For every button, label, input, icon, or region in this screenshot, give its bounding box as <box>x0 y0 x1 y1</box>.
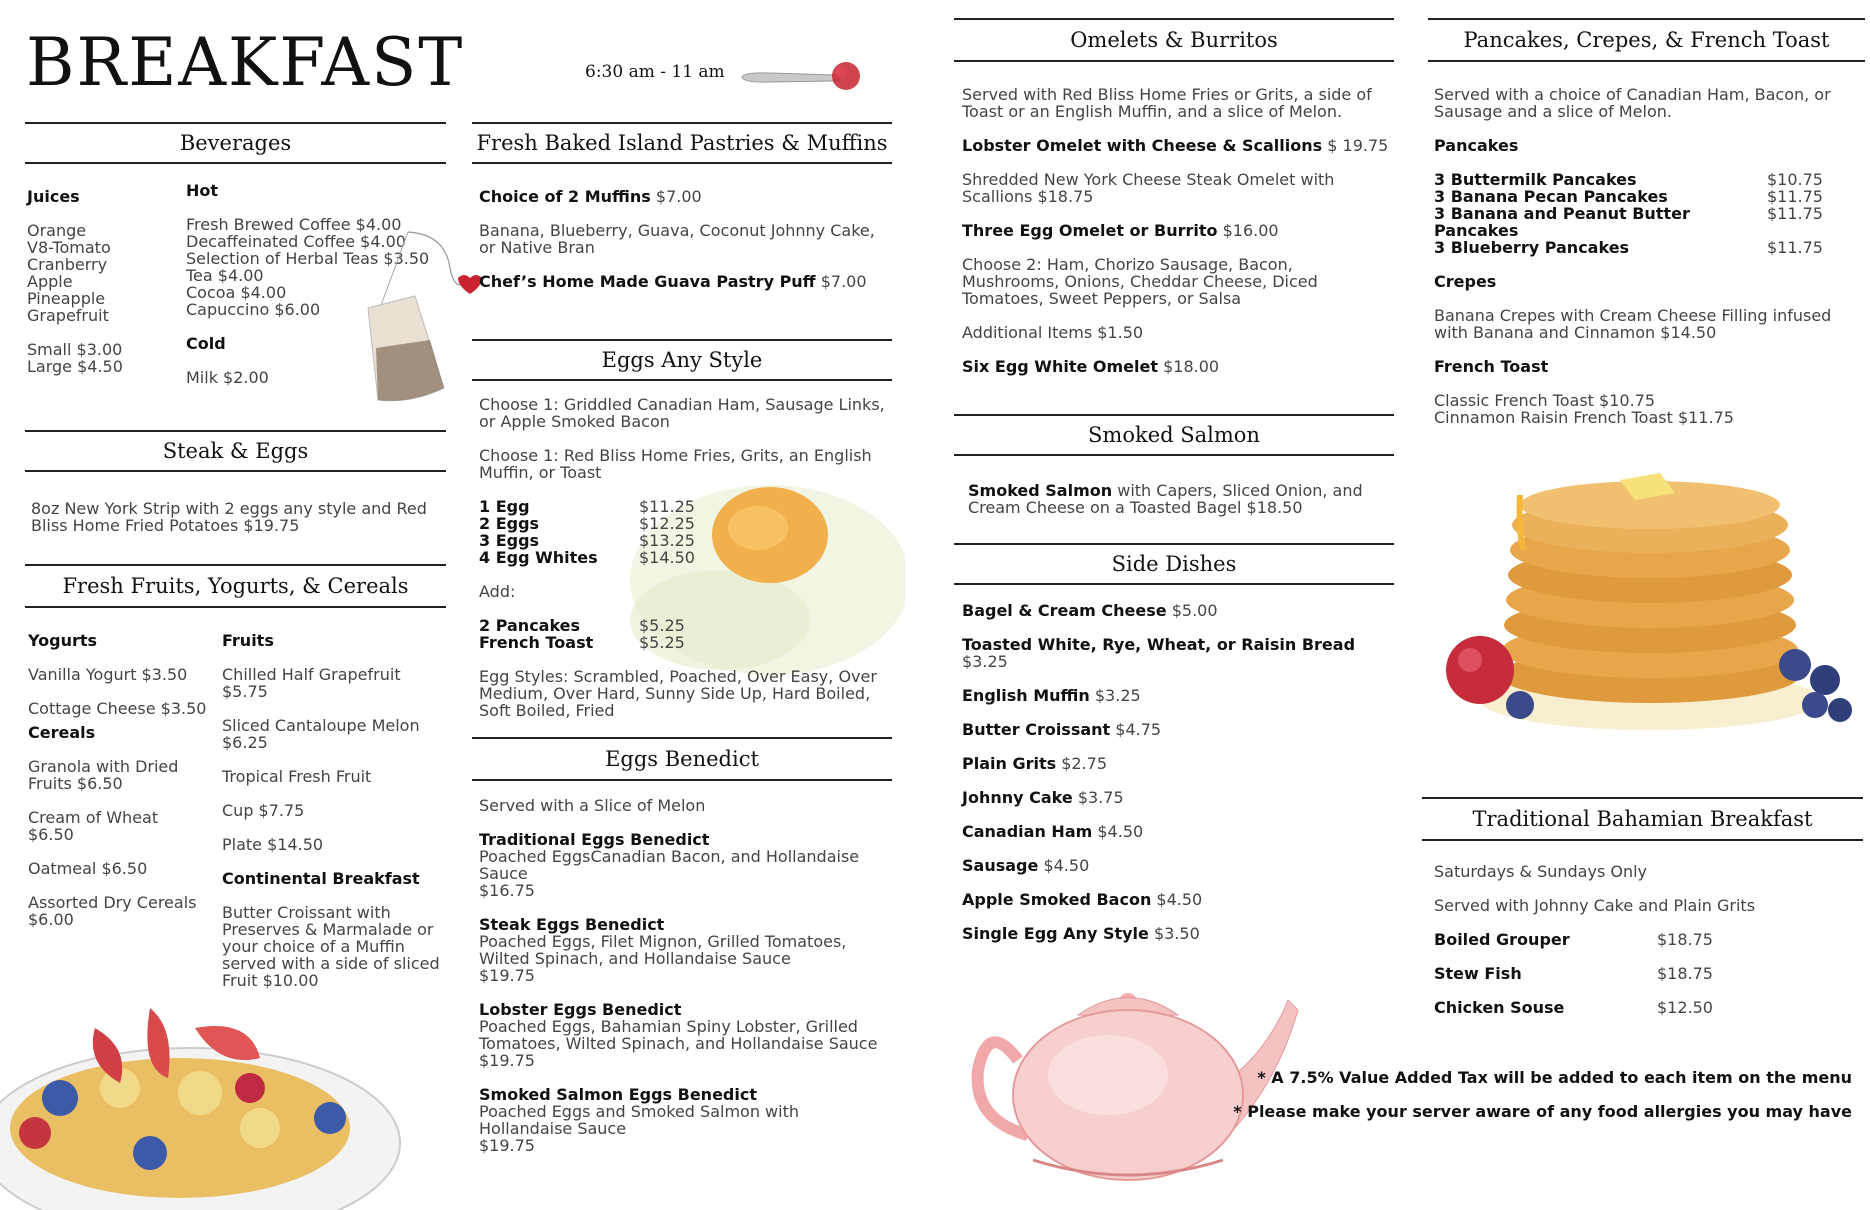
egg-item-price: $13.25 <box>639 531 695 550</box>
bahamian-heading: Traditional Bahamian Breakfast <box>1422 797 1863 841</box>
side-item-price: $2.75 <box>1061 754 1108 773</box>
pancakes-label: Pancakes <box>1434 136 1519 155</box>
steak-desc: 8oz New York Strip with 2 eggs any style and Red Bliss Home Fried Potatoes $19.75 <box>31 499 427 535</box>
cold-item: Milk $2.00 <box>186 368 269 387</box>
salmon-desc: with Capers, Sliced Onion, and Cream Cheese on a Toasted Bagel $18.50 <box>968 481 1363 517</box>
juices-column <box>27 188 177 375</box>
juice-item: V8-Tomato <box>27 238 111 257</box>
muffins-desc: Banana, Blueberry, Guava, Coconut Johnny Cake, or Native Bran <box>479 221 875 257</box>
omelet-choose: Choose 2: Ham, Chorizo Sausage, Bacon, Mushrooms, Onions, Cheddar Cheese, Diced Tomatoes, Sweet Peppers, or Salsa <box>962 255 1318 308</box>
egg-item-name: 3 Eggs <box>479 531 540 550</box>
fruit-item: Plate $14.50 <box>222 835 324 854</box>
egg-item-price: $14.50 <box>639 548 695 567</box>
benedict-item-price: $19.75 <box>479 1136 535 1155</box>
side-item-name: Sausage <box>962 856 1039 875</box>
benedict-item-desc: Poached Eggs, Bahamian Spiny Lobster, Grilled Tomatoes, Wilted Spinach, and Hollandaise Sauce <box>479 1017 878 1053</box>
benedict-item-price: $19.75 <box>479 1051 535 1070</box>
teapot-illustration <box>958 960 1303 1190</box>
egg-item-price: $12.25 <box>639 514 695 533</box>
pancake-stack-illustration <box>1420 455 1870 735</box>
pancakes-heading: Pancakes, Crepes, & French Toast <box>1428 18 1865 62</box>
egg-add-name: 2 Pancakes <box>479 616 581 635</box>
side-item-price: $3.25 <box>962 652 1008 671</box>
six-egg-price: $18.00 <box>1163 357 1220 376</box>
french-toast-item: Classic French Toast $10.75 <box>1434 391 1656 410</box>
side-item-price: $3.50 <box>1153 924 1200 943</box>
cereal-item: Assorted Dry Cereals $6.00 <box>28 893 197 929</box>
side-item <box>962 687 1402 704</box>
bahamian-served: Served with Johnny Cake and Plain Grits <box>1434 896 1756 915</box>
puff-price: $7.00 <box>820 272 867 291</box>
hot-item: Selection of Herbal Teas $3.50 <box>186 249 430 268</box>
fruit-item: Tropical Fresh Fruit <box>222 767 372 786</box>
juice-item: Grapefruit <box>27 306 109 325</box>
side-item-name: English Muffin <box>962 686 1090 705</box>
muffins-name: Choice of 2 Muffins <box>479 187 651 206</box>
bahamian-item-price: $12.50 <box>1657 998 1713 1017</box>
fruit-item: Cup $7.75 <box>222 801 305 820</box>
side-item <box>962 602 1402 619</box>
juices-label: Juices <box>27 187 80 206</box>
side-item-price: $4.50 <box>1043 856 1090 875</box>
egg-add-price: $5.25 <box>639 633 685 652</box>
bahamian-item-price: $18.75 <box>1657 964 1713 983</box>
shredded-omelet: Shredded New York Cheese Steak Omelet with Scallions $18.75 <box>962 170 1335 206</box>
sides-list <box>962 602 1402 959</box>
eggs-add-label: Add: <box>479 582 516 601</box>
puff-name: Chef’s Home Made Guava Pastry Puff <box>479 272 816 291</box>
yogurt-item: Vanilla Yogurt $3.50 <box>28 665 188 684</box>
benedict-item-name: Traditional Eggs Benedict <box>479 830 710 849</box>
pancake-item-price: $10.75 <box>1767 170 1823 189</box>
side-item-price: $4.50 <box>1156 890 1203 909</box>
juice-item: Orange <box>27 221 87 240</box>
egg-styles: Egg Styles: Scrambled, Poached, Over Easy, Over Medium, Over Hard, Sunny Side Up, Hard Boiled, Soft Boiled, Fried <box>479 667 877 720</box>
sides-heading: Side Dishes <box>954 543 1394 585</box>
yogurts-label: Yogurts <box>28 631 98 650</box>
benedict-item-name: Lobster Eggs Benedict <box>479 1000 682 1019</box>
fruits-heading: Fresh Fruits, Yogurts, & Cereals <box>25 564 446 608</box>
hot-item: Decaffeinated Coffee $4.00 <box>186 232 406 251</box>
juice-size: Small $3.00 <box>27 340 123 359</box>
cereal-item: Oatmeal $6.50 <box>28 859 148 878</box>
side-item-name: Bagel & Cream Cheese <box>962 601 1167 620</box>
benedict-item-price: $19.75 <box>479 966 535 985</box>
bahamian-item-name: Boiled Grouper <box>1434 930 1570 949</box>
omelets-content <box>962 86 1392 392</box>
menu-title: BREAKFAST <box>26 24 465 101</box>
pancake-item-name: 3 Banana Pecan Pancakes <box>1434 187 1668 206</box>
crepes-label: Crepes <box>1434 272 1497 291</box>
muffins-price: $7.00 <box>655 187 702 206</box>
bahamian-content <box>1434 863 1864 1033</box>
yogurt-item: Cottage Cheese $3.50 <box>28 699 207 718</box>
omelet-additional: Additional Items $1.50 <box>962 323 1144 342</box>
cold-label: Cold <box>186 334 226 353</box>
side-item-name: Apple Smoked Bacon <box>962 890 1152 909</box>
egg-item-name: 1 Egg <box>479 497 530 516</box>
side-item-price: $4.50 <box>1097 822 1144 841</box>
six-egg-name: Six Egg White Omelet <box>962 357 1159 376</box>
bahamian-item-price: $18.75 <box>1657 930 1713 949</box>
omelets-heading: Omelets & Burritos <box>954 18 1394 62</box>
cereal-item: Cream of Wheat $6.50 <box>28 808 159 844</box>
fruit-item: Chilled Half Grapefruit $5.75 <box>222 665 401 701</box>
pancake-item-name: 3 Blueberry Pancakes <box>1434 238 1630 257</box>
three-egg-name: Three Egg Omelet or Burrito <box>962 221 1218 240</box>
hot-item: Tea $4.00 <box>186 266 264 285</box>
side-item-name: Canadian Ham <box>962 822 1093 841</box>
side-item-price: $3.25 <box>1094 686 1141 705</box>
crepes-desc: Banana Crepes with Cream Cheese Filling infused with Banana and Cinnamon $14.50 <box>1434 306 1832 342</box>
tea-bag-illustration <box>350 228 485 408</box>
spoon-illustration <box>740 58 865 94</box>
pancake-item-name: 3 Buttermilk Pancakes <box>1434 170 1637 189</box>
yogurts-cereals-column <box>28 632 208 945</box>
pastries-heading: Fresh Baked Island Pastries & Muffins <box>472 122 892 164</box>
hot-item: Capuccino $6.00 <box>186 300 321 319</box>
side-item-price: $4.75 <box>1115 720 1162 739</box>
side-item <box>962 789 1402 806</box>
side-item-price: $3.75 <box>1077 788 1124 807</box>
benedict-heading: Eggs Benedict <box>472 737 892 781</box>
cereals-label: Cereals <box>28 723 96 742</box>
bahamian-days: Saturdays & Sundays Only <box>1434 862 1648 881</box>
benedict-item-name: Smoked Salmon Eggs Benedict <box>479 1085 757 1104</box>
eggs-any-heading: Eggs Any Style <box>472 339 892 381</box>
side-item <box>962 823 1402 840</box>
pancakes-content <box>1434 86 1864 426</box>
salmon-heading: Smoked Salmon <box>954 414 1394 456</box>
side-item-name: Plain Grits <box>962 754 1057 773</box>
hot-item: Cocoa $4.00 <box>186 283 287 302</box>
hot-label: Hot <box>186 181 219 200</box>
pancake-item-name: 3 Banana and Peanut Butter Pancakes <box>1434 204 1690 240</box>
lobster-omelet-name: Lobster Omelet with Cheese & Scallions <box>962 136 1323 155</box>
side-item-name: Butter Croissant <box>962 720 1111 739</box>
side-item <box>962 891 1402 908</box>
side-item <box>962 721 1402 738</box>
pancake-item-price: $11.75 <box>1767 204 1823 223</box>
french-toast-label: French Toast <box>1434 357 1549 376</box>
eggs-any-content <box>479 396 889 736</box>
fruit-item: Sliced Cantaloupe Melon $6.25 <box>222 716 420 752</box>
juice-item: Apple <box>27 272 73 291</box>
steak-heading: Steak & Eggs <box>25 430 446 472</box>
side-item-name: Toasted White, Rye, Wheat, or Raisin Bread <box>962 635 1356 654</box>
three-egg-price: $16.00 <box>1222 221 1279 240</box>
benedict-item-desc: Poached EggsCanadian Bacon, and Hollandaise Sauce <box>479 847 860 883</box>
benedict-item-desc: Poached Eggs and Smoked Salmon with Hollandaise Sauce <box>479 1102 799 1138</box>
pancake-item-price: $11.75 <box>1767 187 1823 206</box>
fruit-bowl-illustration <box>0 968 410 1210</box>
omelets-intro: Served with Red Bliss Home Fries or Grits, a side of Toast or an English Muffin, and a slice of Melon. <box>962 85 1372 121</box>
fruits-continental-column <box>222 632 447 1006</box>
juice-item: Pineapple <box>27 289 106 308</box>
juice-item: Cranberry <box>27 255 108 274</box>
egg-item-price: $11.25 <box>639 497 695 516</box>
benedict-item-desc: Poached Eggs, Filet Mignon, Grilled Tomatoes, Wilted Spinach, and Hollandaise Sauce <box>479 932 847 968</box>
egg-add-name: French Toast <box>479 633 594 652</box>
benedict-item-name: Steak Eggs Benedict <box>479 915 665 934</box>
benedict-item-price: $16.75 <box>479 881 535 900</box>
side-item <box>962 925 1402 942</box>
fruits-label: Fruits <box>222 631 274 650</box>
side-item-price: $5.00 <box>1171 601 1218 620</box>
continental-label: Continental Breakfast <box>222 869 420 888</box>
pancake-item-price: $11.75 <box>1767 238 1823 257</box>
side-item <box>962 755 1402 772</box>
salmon-name: Smoked Salmon <box>968 481 1113 500</box>
egg-add-price: $5.25 <box>639 616 685 635</box>
eggs-choose-side: Choose 1: Red Bliss Home Fries, Grits, an English Muffin, or Toast <box>479 446 872 482</box>
juice-size: Large $4.50 <box>27 357 123 376</box>
continental-desc: Butter Croissant with Preserves & Marmalade or your choice of a Muffin served with a side of sliced Fruit $10.00 <box>222 903 440 990</box>
cereal-item: Granola with Dried Fruits $6.50 <box>28 757 179 793</box>
side-item <box>962 857 1402 874</box>
bahamian-item-name: Chicken Souse <box>1434 998 1565 1017</box>
salmon-content <box>968 482 1388 516</box>
french-toast-item: Cinnamon Raisin French Toast $11.75 <box>1434 408 1734 427</box>
allergy-note: * Please make your server aware of any food allergies you may have <box>1233 1102 1852 1121</box>
lobster-omelet-price: $ 19.75 <box>1327 136 1389 155</box>
benedict-intro: Served with a Slice of Melon <box>479 796 706 815</box>
tax-note: * A 7.5% Value Added Tax will be added to each item on the menu <box>1257 1068 1852 1087</box>
bahamian-item-name: Stew Fish <box>1434 964 1522 983</box>
benedict-content <box>479 797 889 1154</box>
side-item-name: Johnny Cake <box>962 788 1073 807</box>
pastries-content <box>479 188 889 307</box>
egg-item-name: 2 Eggs <box>479 514 540 533</box>
side-item-name: Single Egg Any Style <box>962 924 1149 943</box>
service-hours: 6:30 am - 11 am <box>585 62 725 82</box>
side-item <box>962 636 1402 670</box>
eggs-choose-protein: Choose 1: Griddled Canadian Ham, Sausage Links, or Apple Smoked Bacon <box>479 395 885 431</box>
pancakes-intro: Served with a choice of Canadian Ham, Bacon, or Sausage and a slice of Melon. <box>1434 85 1831 121</box>
egg-item-name: 4 Egg Whites <box>479 548 598 567</box>
hot-item: Fresh Brewed Coffee $4.00 <box>186 215 402 234</box>
beverages-heading: Beverages <box>25 122 446 164</box>
